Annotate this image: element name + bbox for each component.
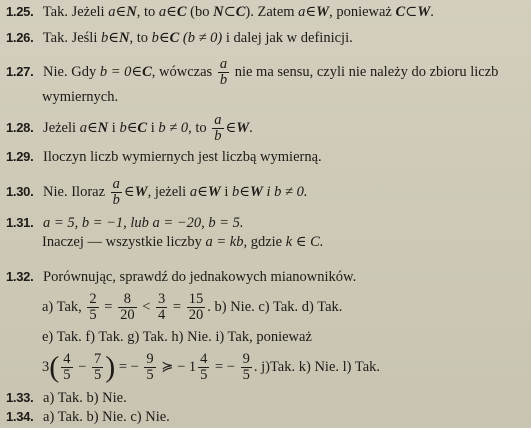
in-symbol: ∈ <box>305 4 317 20</box>
item-1-32-line2 <box>42 292 342 323</box>
set-c: C <box>395 4 406 20</box>
set-w: W <box>207 183 221 200</box>
item-text: Tak. Jeżeli <box>42 4 105 20</box>
item-1-27-line2: wymiernych. <box>42 89 119 105</box>
item-number: 1.34. <box>6 409 34 424</box>
denominator: b <box>214 128 222 144</box>
equals-minus: = − <box>215 358 235 375</box>
answer-a: a) Tak, <box>42 298 82 315</box>
open-paren-glyph: ( <box>49 350 60 384</box>
numerator: a <box>214 112 222 128</box>
numerator: 3 <box>158 291 166 307</box>
item-text: a) Tak. b) Nie. c) Nie. <box>43 409 170 425</box>
word-gdzie: gdzie <box>250 234 283 250</box>
numerator: 2 <box>89 291 97 307</box>
set-n: N <box>118 30 130 46</box>
in-symbol: ∈ <box>225 119 237 136</box>
set-w: W <box>134 183 148 200</box>
item-1-32-line3: e) Tak. f) Tak. g) Tak. h) Nie. i) Tak, ponieważ <box>42 329 312 345</box>
var-b: b <box>100 30 109 46</box>
condition: k ∈ C. <box>285 234 324 250</box>
item-text: Nie. Iloraz <box>43 183 106 200</box>
item-text: Porównując, sprawdź do jednakowych mianowników. <box>43 269 357 285</box>
denominator: b <box>112 192 120 208</box>
item-1-26 <box>6 29 353 47</box>
coefficient: 3 <box>42 358 50 375</box>
item-text: a) Tak. b) Nie. <box>43 390 127 406</box>
set-n: N <box>126 4 137 20</box>
denominator: 5 <box>63 367 71 383</box>
item-1-29 <box>6 148 322 166</box>
in-symbol: ∈ <box>123 183 135 200</box>
var-b: b <box>151 30 159 46</box>
item-1-27 <box>6 57 498 88</box>
fraction <box>144 352 155 383</box>
item-number: 1.25. <box>6 4 34 19</box>
numerator: a <box>112 176 120 192</box>
fraction <box>187 292 206 323</box>
equals-minus: = − <box>118 358 139 375</box>
word-jezeli: , jeżeli <box>147 183 187 200</box>
fraction <box>118 292 137 323</box>
fraction <box>92 352 103 383</box>
condition: b ≠ 0, <box>158 119 192 136</box>
item-number: 1.33. <box>6 390 34 405</box>
word-poniewaz: , ponieważ <box>329 4 392 20</box>
in-symbol: ∈ <box>239 183 250 200</box>
equation: a = kb, <box>205 234 248 250</box>
numerator: 8 <box>118 292 137 308</box>
item-text: Nie. Gdy <box>43 63 97 80</box>
numerator: 4 <box>63 351 71 367</box>
item-number: 1.31. <box>6 215 34 230</box>
word-i: i <box>111 119 116 136</box>
period: . <box>430 4 434 20</box>
item-1-34 <box>6 408 170 426</box>
in-symbol: ∈ <box>126 119 138 136</box>
item-rest: nie ma sensu, czyli nie należy do zbioru liczb <box>234 63 499 80</box>
set-w: W <box>250 183 263 200</box>
period: . <box>249 119 253 136</box>
denominator: 5 <box>242 367 250 383</box>
fraction <box>241 352 252 383</box>
item-number: 1.29. <box>6 149 34 164</box>
fraction <box>198 352 209 383</box>
fraction-a-b <box>212 113 223 144</box>
item-1-25 <box>6 3 434 21</box>
item-number: 1.26. <box>6 30 34 45</box>
condition: i b ≠ 0. <box>266 183 308 200</box>
numerator: 4 <box>200 351 208 367</box>
var-a: a <box>108 4 116 20</box>
item-1-32-line4 <box>42 352 380 383</box>
numerator: 9 <box>146 351 154 367</box>
denominator: 5 <box>89 307 97 323</box>
minus: − <box>78 358 87 375</box>
item-number: 1.32. <box>6 269 34 284</box>
item-text: Tak. Jeśli <box>42 30 98 46</box>
word-bo: (bo <box>190 4 210 20</box>
denominator: 20 <box>120 307 135 323</box>
set-w: W <box>417 4 431 20</box>
subset-symbol: ⊂ <box>223 4 236 20</box>
item-text: Iloczyn liczb wymiernych jest liczbą wymierną. <box>43 149 322 165</box>
item-1-30 <box>6 177 308 208</box>
denominator: 20 <box>188 307 204 323</box>
word-i: i <box>150 119 155 136</box>
equals: = <box>172 298 182 315</box>
denominator: 5 <box>146 367 154 383</box>
answer-rest: . j)Tak. k) Nie. l) Tak. <box>253 358 381 375</box>
item-text: Jeżeli <box>43 119 77 136</box>
var-b: b <box>119 119 127 136</box>
comma: , <box>136 4 141 20</box>
word-i: i <box>224 183 229 200</box>
set-w: W <box>316 4 330 20</box>
word-to: to <box>143 4 156 20</box>
word-zatem: Zatem <box>257 4 295 20</box>
var-a: a <box>158 4 167 20</box>
equation: b = 0 <box>99 63 132 80</box>
item-number: 1.27. <box>6 63 34 79</box>
var-a: a <box>79 119 87 136</box>
close-paren: ). <box>245 4 254 20</box>
numerator: a <box>219 56 228 72</box>
numerator: 9 <box>242 351 250 367</box>
set-n: N <box>213 4 224 20</box>
item-1-31-line2 <box>42 233 323 251</box>
set-c: C <box>142 63 152 80</box>
in-symbol: ∈ <box>108 30 119 46</box>
answer-rest: . b) Nie. c) Tak. d) Tak. <box>207 298 343 315</box>
item-number: 1.30. <box>6 183 34 199</box>
in-symbol: ∈ <box>131 63 143 80</box>
numerator: 15 <box>188 291 204 307</box>
set-w: W <box>236 119 250 136</box>
word-wowczas: , wówczas <box>151 63 213 80</box>
fraction <box>61 352 72 383</box>
condition: (b ≠ 0) <box>182 30 223 46</box>
item-1-28 <box>6 113 253 144</box>
subset-symbol: ⊂ <box>405 4 418 20</box>
item-1-31 <box>6 214 244 232</box>
in-symbol: ∈ <box>158 30 170 46</box>
set-c: C <box>137 119 148 136</box>
in-symbol: ∈ <box>166 4 177 20</box>
line-text: Inaczej — wszystkie liczby <box>42 234 202 250</box>
set-c: C <box>176 4 187 20</box>
var-b: b <box>232 183 240 200</box>
item-rest: i dalej jak w definicji. <box>225 30 353 46</box>
fraction <box>87 292 98 323</box>
geq-minus-one: ≽ − 1 <box>161 358 197 375</box>
item-1-33 <box>6 389 127 407</box>
fraction <box>156 292 167 323</box>
less-than: < <box>142 298 151 315</box>
set-c: C <box>169 30 180 46</box>
in-symbol: ∈ <box>197 183 208 200</box>
equals: = <box>104 298 113 315</box>
denominator: b <box>219 72 228 88</box>
var-a: a <box>298 4 306 20</box>
denominator: 5 <box>200 367 208 383</box>
item-number: 1.28. <box>6 119 34 135</box>
item-text: a = 5, b = −1, lub a = −20, b = 5. <box>43 215 244 231</box>
fraction-a-b <box>218 57 229 88</box>
denominator: 4 <box>158 307 166 323</box>
item-1-32 <box>6 268 356 286</box>
denominator: 5 <box>93 367 102 383</box>
in-symbol: ∈ <box>86 119 98 136</box>
var-a: a <box>189 183 198 200</box>
word-to: , to <box>129 30 148 46</box>
set-n: N <box>97 119 109 136</box>
in-symbol: ∈ <box>115 4 127 20</box>
close-paren-glyph: ) <box>105 350 116 384</box>
fraction-a-b <box>111 177 122 208</box>
set-c: C <box>235 4 246 20</box>
word-to: to <box>195 119 207 136</box>
numerator: 7 <box>93 351 102 367</box>
